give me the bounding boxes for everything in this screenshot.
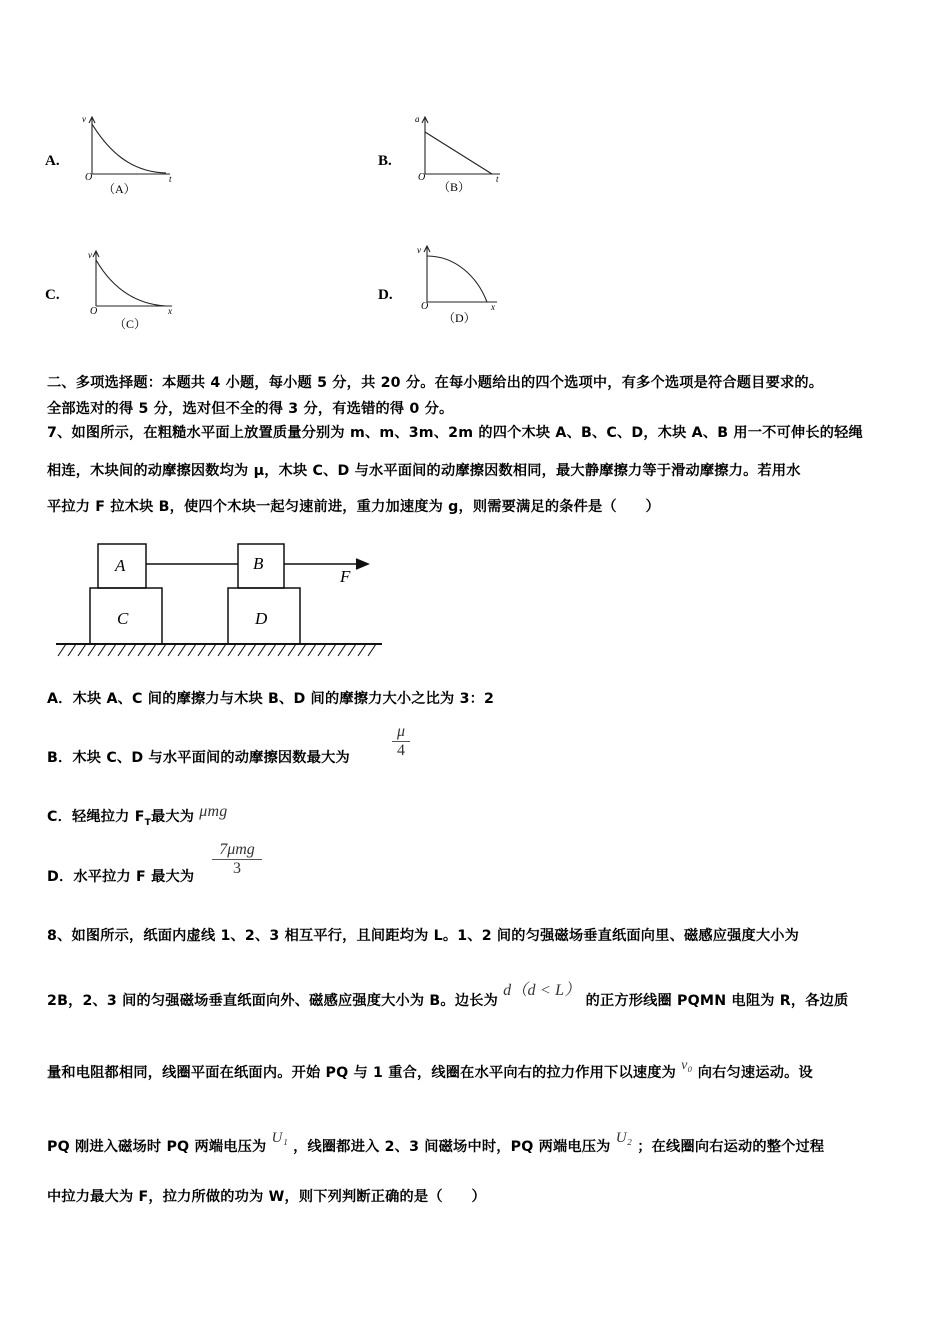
q7-option-c-prefix: C．轻绳拉力 F (47, 809, 145, 825)
q8-stem-line3 (47, 1058, 813, 1082)
q8-math-d: d（d < L） (503, 982, 581, 999)
graph-c-origin: O (90, 306, 98, 317)
graph-a (78, 112, 178, 200)
q8-math-u1: U₁ (271, 1130, 288, 1146)
graph-a-origin: O (85, 172, 93, 183)
graph-d-x-label: x (491, 302, 495, 312)
graph-d (413, 242, 513, 330)
graph-b-x-label: t (496, 174, 499, 184)
q8-stem-line2 (47, 982, 849, 1010)
q8-line3-end: 向右匀速运动。设 (697, 1065, 813, 1081)
graph-a-y-label: v (82, 114, 86, 124)
q7-option-b-fraction (392, 723, 410, 760)
q7-option-c-math: μmg (199, 803, 228, 820)
fraction-numerator: 7μmg (219, 841, 255, 858)
graph-b (410, 112, 510, 200)
q8-line4-start: PQ 刚进入磁场时 PQ 两端电压为 (47, 1139, 267, 1155)
q7-option-c-subscript: T (144, 817, 151, 828)
fraction-numerator: μ (396, 723, 406, 740)
option-label-c: C. (45, 287, 60, 303)
graph-d-origin: O (421, 301, 429, 312)
q8-stem-line5: 中拉力最大为 F，拉力所做的功为 W，则下列判断正确的是（ ） (47, 1189, 486, 1205)
q7-blocks-figure (52, 540, 392, 665)
q7-option-c (47, 803, 228, 828)
graph-d-y-label: v (417, 245, 421, 255)
q7-option-b: B．木块 C、D 与水平面间的动摩擦因数最大为 (47, 750, 350, 766)
option-label-a: A. (45, 153, 60, 169)
force-label: F (340, 567, 351, 586)
q8-stem-line4 (47, 1130, 825, 1156)
graph-a-caption: （A） (103, 182, 136, 196)
q8-line4-end: ；在线圈向右运动的整个过程 (637, 1139, 825, 1155)
block-d-label: D (255, 609, 268, 628)
option-label-d: D. (378, 287, 393, 303)
graph-d-caption: （D） (443, 311, 476, 325)
q7-option-c-suffix: 最大为 (150, 809, 195, 825)
q8-stem-line1: 8、如图所示，纸面内虚线 1、2、3 相互平行，且间距均为 L。1、2 间的匀强磁场垂直纸面向里、磁感应强度大小为 (47, 928, 800, 944)
block-b-label: B (253, 554, 264, 573)
block-c-label: C (117, 609, 129, 628)
q8-math-v0: v₀ (681, 1058, 693, 1073)
graph-b-caption: （B） (438, 180, 471, 194)
graph-c (82, 248, 182, 336)
q8-math-u2: U₂ (615, 1130, 633, 1146)
graph-c-y-label: v (88, 250, 92, 260)
fraction-denominator: 4 (397, 742, 405, 759)
q7-option-a: A．木块 A、C 间的摩擦力与木块 B、D 间的摩擦力大小之比为 3：2 (47, 691, 495, 707)
q8-line2-start: 2B，2、3 间的匀强磁场垂直纸面向外、磁感应强度大小为 B。边长为 (47, 993, 498, 1009)
q8-line2-end: 的正方形线圈 PQMN 电阻为 R，各边质 (585, 993, 849, 1009)
section2-instructions-line2: 全部选对的得 5 分，选对但不全的得 3 分，有选错的得 0 分。 (47, 401, 454, 417)
graph-c-x-label: x (168, 306, 172, 316)
graph-a-x-label: t (169, 174, 172, 184)
q7-stem-line2: 相连，木块间的动摩擦因数均为 μ，木块 C、D 与水平面间的动摩擦因数相同，最大静摩擦力等于滑动摩擦力。若用水 (47, 463, 801, 479)
q7-option-d-fraction (212, 841, 262, 878)
q8-line3-start: 量和电阻都相同，线圈平面在纸面内。开始 PQ 与 1 重合，线圈在水平向右的拉力作用下以速度为 (47, 1065, 676, 1081)
q7-stem-line1: 7、如图所示，在粗糙水平面上放置质量分别为 m、m、3m、2m 的四个木块 A、B、C、D，木块 A、B 用一不可伸长的轻绳 (47, 425, 863, 441)
option-label-b: B. (378, 153, 392, 169)
section2-instructions-line1: 二、多项选择题：本题共 4 小题，每小题 5 分，共 20 分。在每小题给出的四个选项中，有多个选项是符合题目要求的。 (47, 375, 824, 391)
graph-c-caption: （C） (114, 317, 147, 331)
q7-option-d: D．水平拉力 F 最大为 (47, 869, 195, 885)
q8-line4-middle: ，线圈都进入 2、3 间磁场中时，PQ 两端电压为 (293, 1139, 611, 1155)
graph-b-y-label: a (415, 114, 420, 124)
fraction-denominator: 3 (233, 860, 241, 877)
q7-stem-line3: 平拉力 F 拉木块 B，使四个木块一起匀速前进，重力加速度为 g，则需要满足的条件是（ ） (47, 499, 660, 515)
block-a-label: A (115, 556, 126, 575)
graph-b-origin: O (418, 172, 426, 183)
